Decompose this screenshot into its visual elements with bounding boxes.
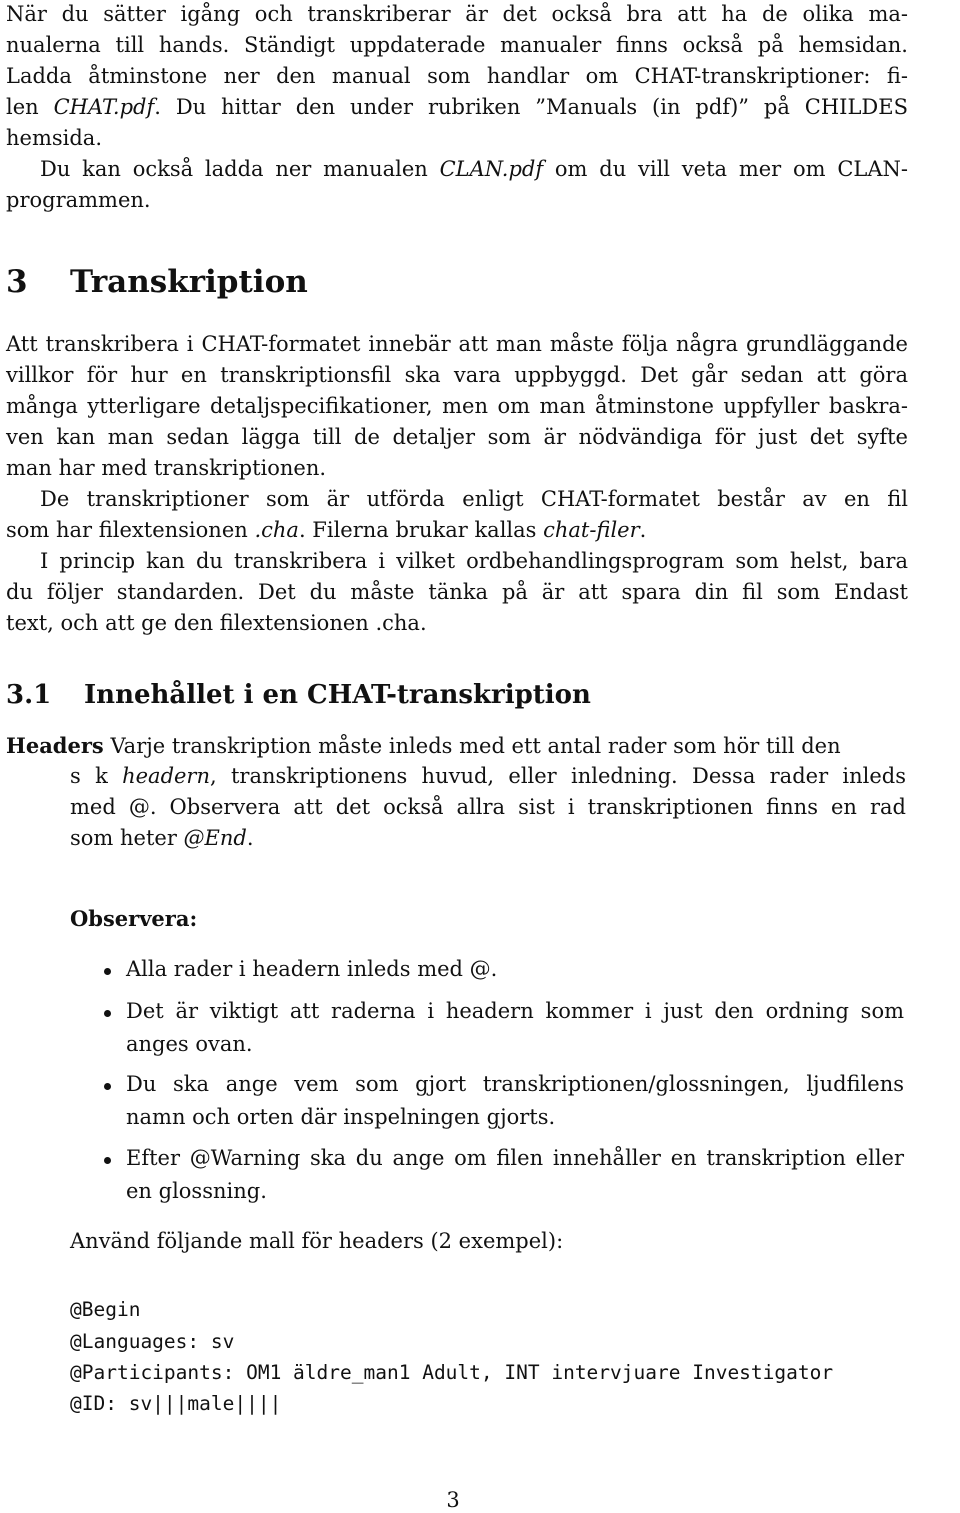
- section-3-title: Transkription: [70, 264, 308, 300]
- s3-p2-text-a: som har filextensionen: [6, 518, 255, 542]
- section-3-1-heading: [6, 680, 591, 710]
- s3-p1-line-4: ven kan man sedan lägga till de detaljer som är nödvändiga för just det syfte: [6, 425, 908, 449]
- chat-pdf-filename: CHAT.pdf: [53, 95, 155, 119]
- s3-p2-text-c: .: [639, 518, 647, 542]
- clan-pdf-filename: CLAN.pdf: [439, 157, 544, 181]
- bullet-1-line-1: Alla rader i headern inleds med @.: [126, 957, 498, 981]
- intro-line-7: programmen.: [6, 188, 151, 212]
- observe-heading: Observera:: [70, 906, 198, 931]
- s3-p1-line-5: man har med transkriptionen.: [6, 456, 327, 480]
- s3-p2-line-2: [6, 520, 646, 541]
- page-number: 3: [446, 1488, 460, 1512]
- intro-line-6-text-a: Du kan också ladda ner manualen: [40, 157, 440, 181]
- headers-def-text-4b: .: [246, 826, 254, 850]
- bullet-dot-1: [104, 968, 111, 975]
- end-marker: @End: [183, 826, 247, 850]
- headers-def-text-2a: s k: [70, 764, 123, 788]
- intro-line-4: [6, 97, 908, 118]
- code-line-languages: @Languages: sv: [70, 1330, 235, 1353]
- section-3-1-title: Innehållet i en CHAT-transkription: [84, 680, 591, 710]
- headers-term: Headers: [6, 733, 104, 758]
- bullet-2-line-2: anges ovan.: [126, 1032, 253, 1056]
- bullet-dot-4: [104, 1157, 111, 1164]
- intro-line-3: Ladda åtminstone ner den manual som handlar om CHAT-transkriptioner: fi-: [6, 64, 908, 88]
- headers-def-text-1: Varje transkription måste inleds med ett antal rader som hör till den: [110, 734, 841, 758]
- headers-definition-line-4: [70, 828, 254, 849]
- bullet-dot-2: [104, 1010, 111, 1017]
- s3-p2-text-b: . Filerna brukar kallas: [298, 518, 544, 542]
- bullet-3-line-1: Du ska ange vem som gjort transkriptionen/glossningen, ljudfilens: [126, 1072, 904, 1096]
- template-intro: Använd följande mall för headers (2 exempel):: [70, 1229, 564, 1253]
- s3-p3-line-3: text, och att ge den filextensionen .cha.: [6, 611, 427, 635]
- section-3-1-number: 3.1: [6, 680, 52, 710]
- intro-line-1: När du sätter igång och transkriberar är det också bra att ha de olika ma-: [6, 2, 908, 26]
- bullet-4-line-1: Efter @Warning ska du ange om filen innehåller en transkription eller: [126, 1146, 904, 1170]
- intro-line-4-text-b: . Du hittar den under rubriken ”Manuals (in pdf)” på CHILDES: [154, 95, 908, 119]
- section-3-number: 3: [6, 264, 28, 300]
- intro-line-6-text-b: om du vill veta mer om CLAN-: [543, 157, 908, 181]
- bullet-2-line-1: Det är viktigt att raderna i headern kommer i just den ordning som: [126, 999, 904, 1023]
- code-line-begin: @Begin: [70, 1298, 141, 1321]
- chat-files-term: chat-filer: [543, 518, 640, 542]
- headern-term: headern: [122, 764, 211, 788]
- headers-def-text-4a: som heter: [70, 826, 184, 850]
- bullet-dot-3: [104, 1083, 111, 1090]
- s3-p1-line-2: villkor för hur en transkriptionsfil ska vara uppbyggd. Det går sedan att göra: [6, 363, 908, 387]
- intro-line-2: nualerna till hands. Ständigt uppdaterade manualer finns också på hemsidan.: [6, 33, 908, 57]
- code-line-id: @ID: sv|||male||||: [70, 1392, 282, 1415]
- intro-line-4-text-a: len: [6, 95, 54, 119]
- intro-line-6: [40, 159, 908, 180]
- headers-definition-line-3: med @. Observera att det också allra sist i transkriptionen finns en rad: [70, 795, 906, 819]
- headers-def-text-2b: , transkriptionens huvud, eller inledning. Dessa rader inleds: [210, 764, 907, 788]
- s3-p1-line-3: många ytterligare detaljspecifikationer, men om man åtminstone uppfyller baskra-: [6, 394, 908, 418]
- s3-p3-line-1: I princip kan du transkribera i vilket ordbehandlingsprogram som helst, bara: [40, 549, 908, 573]
- bullet-4-line-2: en glossning.: [126, 1179, 267, 1203]
- headers-definition-line-1: [6, 735, 841, 757]
- s3-p2-line-1: De transkriptioner som är utförda enligt CHAT-formatet består av en fil: [40, 487, 908, 511]
- section-3-heading: [6, 264, 308, 300]
- headers-definition-line-2: [70, 766, 906, 787]
- s3-p3-line-2: du följer standarden. Det du måste tänka på är att spara din fil som Endast: [6, 580, 908, 604]
- s3-p1-line-1: Att transkribera i CHAT-formatet innebär att man måste följa några grundläggande: [6, 332, 908, 356]
- intro-line-5: hemsida.: [6, 126, 102, 150]
- code-line-participants: @Participants: OM1 äldre_man1 Adult, INT intervjuare Investigator: [70, 1361, 834, 1384]
- cha-extension: .cha: [254, 518, 299, 542]
- bullet-3-line-2: namn och orten där inspelningen gjorts.: [126, 1105, 556, 1129]
